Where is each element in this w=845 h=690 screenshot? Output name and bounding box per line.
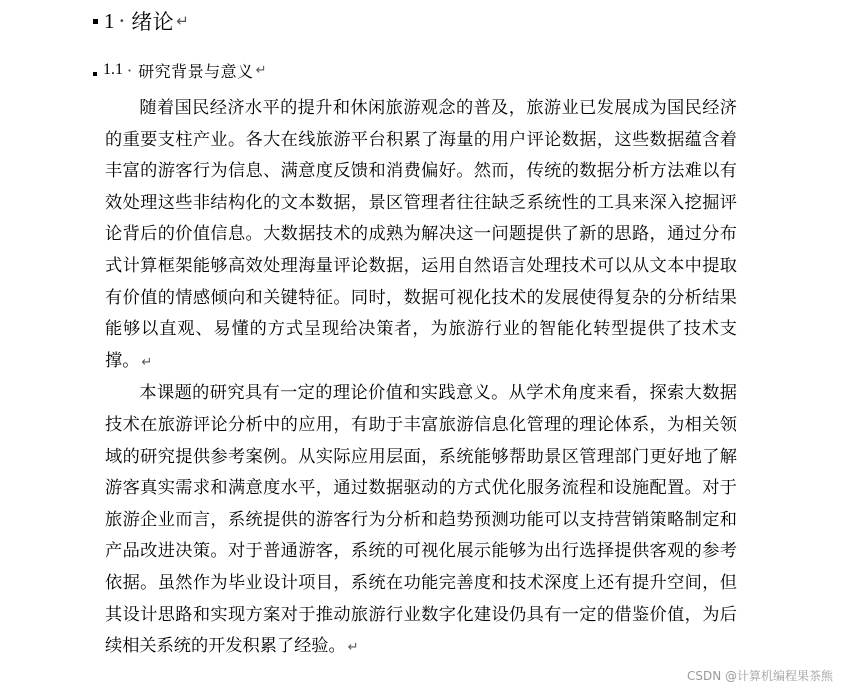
watermark: CSDN @计算机编程果茶熊 (686, 669, 833, 683)
paragraph-mark-icon: ↵ (176, 12, 189, 30)
paragraph-mark-icon: ↵ (347, 640, 359, 656)
heading-number: 1.1 (103, 61, 123, 78)
paragraph-mark-icon: ↵ (255, 62, 267, 78)
list-bullet-marker (93, 19, 98, 24)
heading-level-1 (93, 6, 189, 36)
paragraph-text: 随着国民经济水平的提升和休闲旅游观念的普及，旅游业已发展成为国民经济的重要支柱产业。各大在线旅游平台积累了海量的用户评论数据，这些数据蕴含着丰富的游客行为信息、满意度反馈和消费偏好。然而，传统的数据分析方法难以有效处理这些非结构化的文本数据，景区管理者往往缺乏系统性的工具来深入挖掘评论背后的价值信息。大数据技术的成熟为解决这一问题提供了新的思路，通过分布式计算框架能够高效处理海量评论数据，运用自然语言处理技术可以从文本中提取有价值的情感倾向和关键特征。同时，数据可视化技术的发展使得复杂的分析结果能够以直观、易懂的方式呈现给决策者，为旅游行业的智能化转型提供了技术支撑。 (105, 98, 737, 371)
heading-separator: · (118, 9, 126, 33)
paragraph (105, 93, 737, 378)
paragraph-mark-icon: ↵ (141, 354, 153, 370)
heading-level-2 (93, 57, 267, 83)
heading-number: 1 (104, 8, 115, 33)
list-bullet-marker (93, 72, 97, 76)
heading-title: 绪论 (131, 10, 175, 34)
body-text (105, 93, 737, 664)
paragraph-text: 本课题的研究具有一定的理论价值和实践意义。从学术角度来看，探索大数据技术在旅游评论分析中的应用，有助于丰富旅游信息化管理的理论体系，为相关领域的研究提供参考案例。从实际应用层面，系统能够帮助景区管理部门更好地了解游客真实需求和满意度水平，通过数据驱动的方式优化服务流程和设施配置。对于旅游企业而言，系统提供的游客行为分析和趋势预测功能可以支持营销策略制定和产品改进决策。对于普通游客，系统的可视化展示能够为出行选择提供客观的参考依据。虽然作为毕业设计项目，系统在功能完善度和技术深度上还有提升空间，但其设计思路和实现方案对于推动旅游行业数字化建设仍具有一定的借鉴价值，为后续相关系统的开发积累了经验。 (105, 383, 737, 657)
heading-separator: · (127, 60, 133, 80)
paragraph (105, 378, 737, 663)
heading-title: 研究背景与意义 (138, 61, 254, 81)
